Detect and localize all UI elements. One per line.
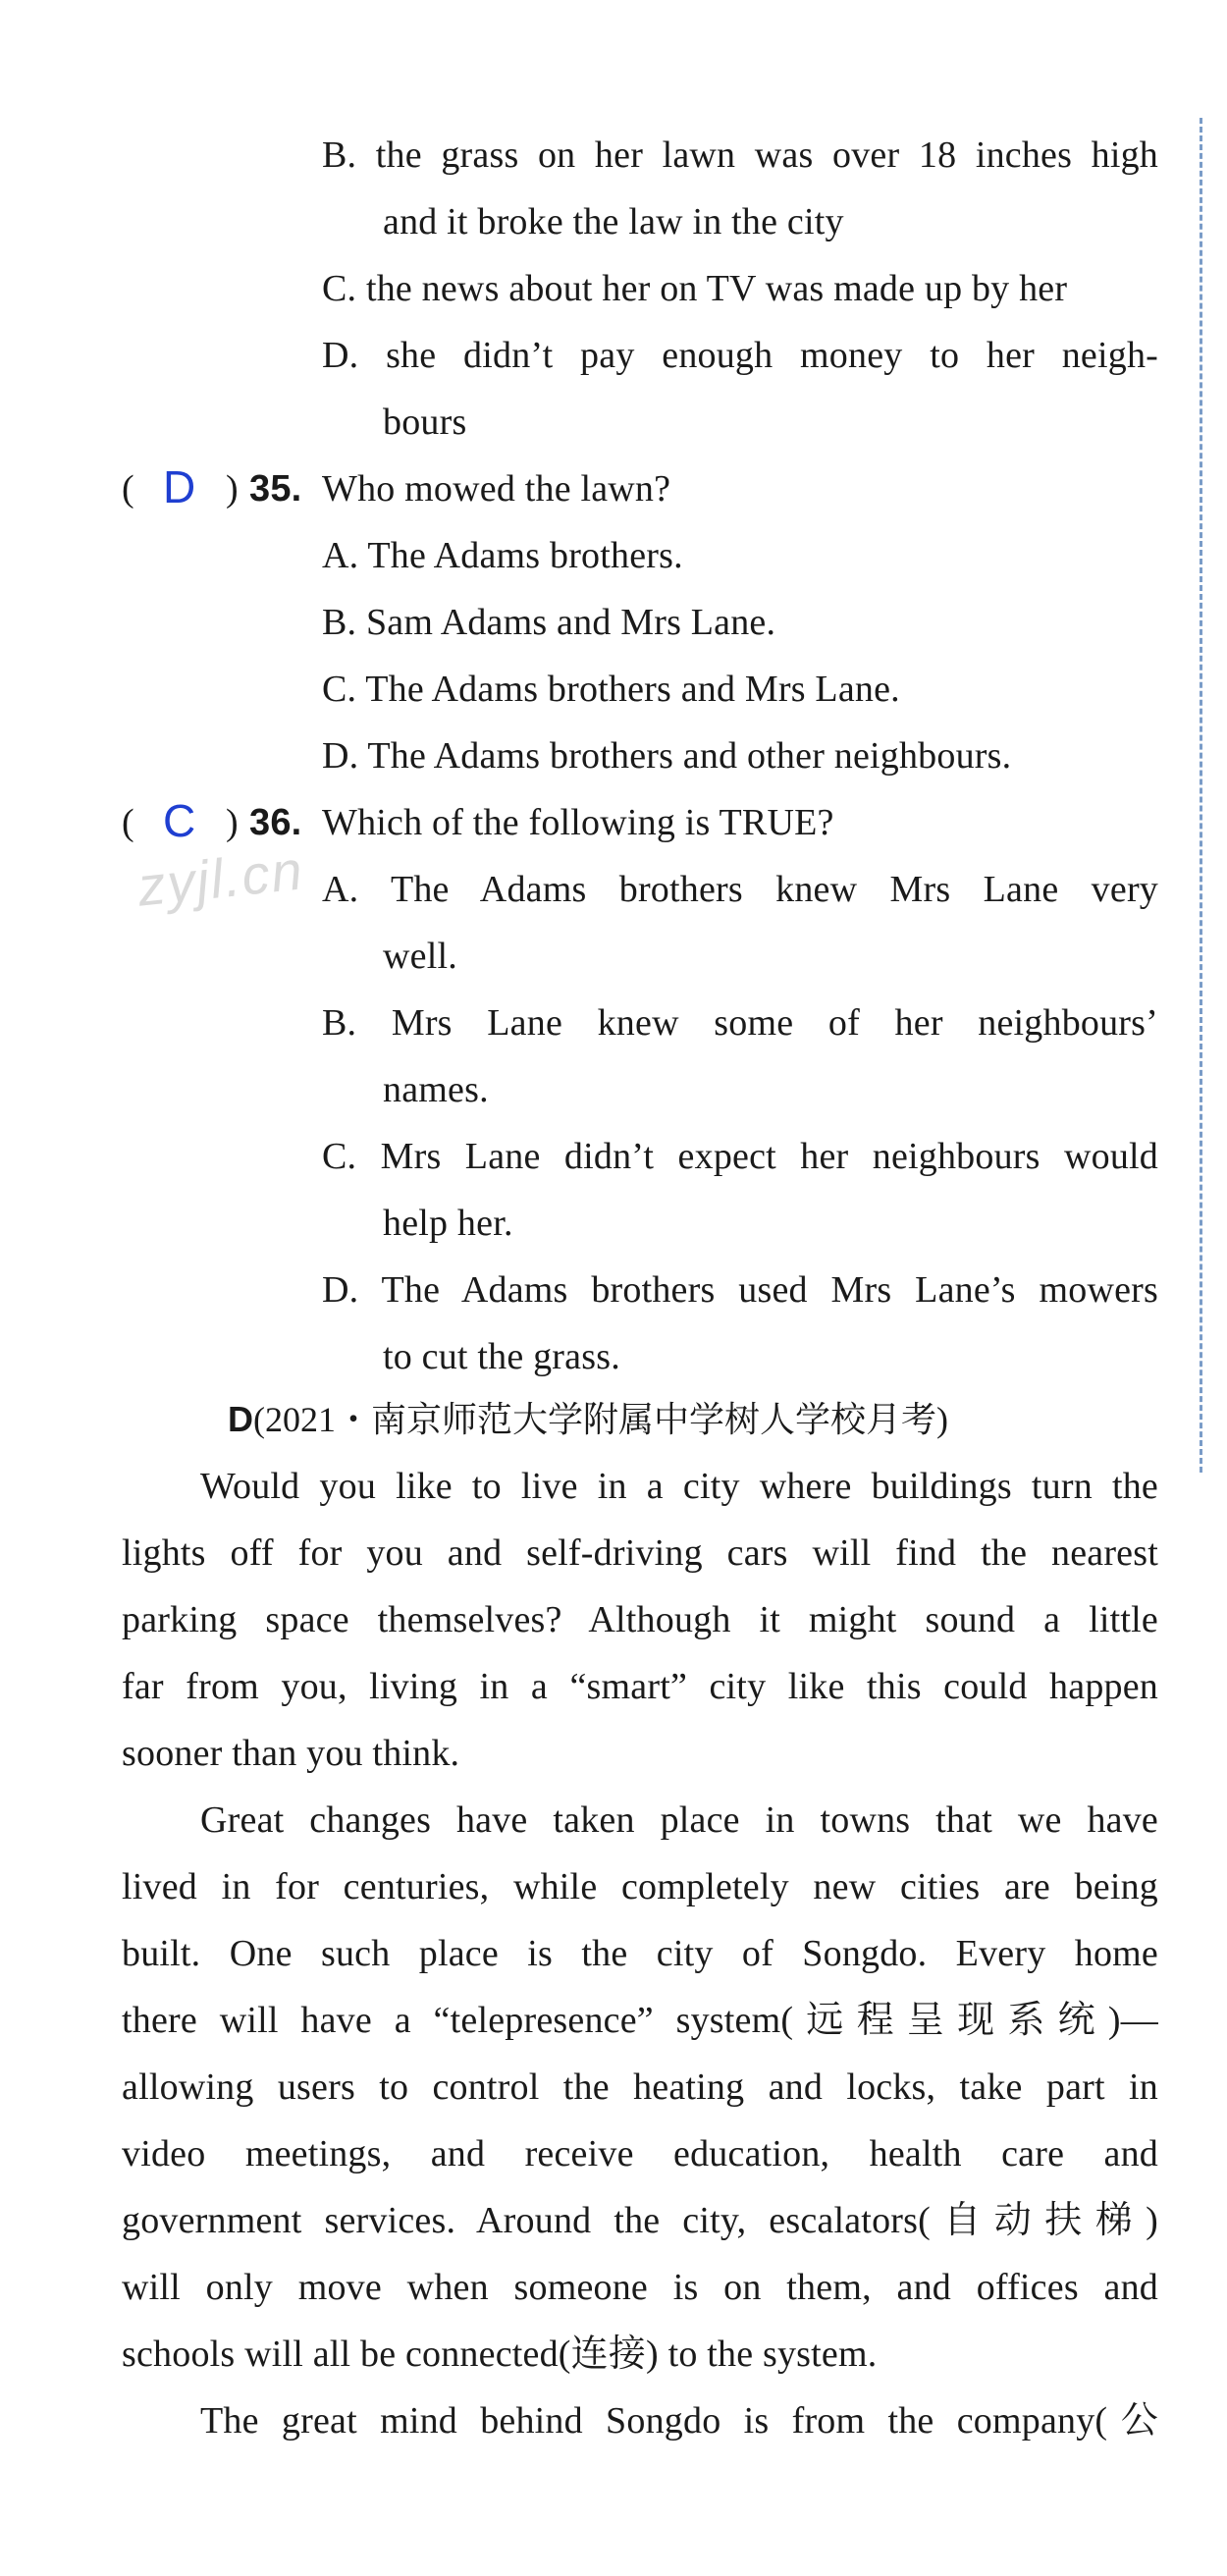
q36-question: Which of the following is TRUE?: [322, 802, 834, 843]
passage-line: will only move when someone is on them, and offices and: [122, 2267, 1158, 2308]
q36-option-a-line2: well.: [383, 936, 457, 977]
site-watermark: zyjl.cn: [134, 838, 307, 918]
q35-option-c: C. The Adams brothers and Mrs Lane.: [322, 669, 900, 710]
q36-option-d-line2: to cut the grass.: [383, 1336, 620, 1377]
passage-line: lights off for you and self-driving cars will find the nearest: [122, 1532, 1158, 1574]
passage-line: Would you like to live in a city where buildings turn the: [200, 1466, 1158, 1507]
q36-answer: C: [163, 795, 196, 846]
passage-line: sooner than you think.: [122, 1733, 460, 1774]
q36-option-b-line2: names.: [383, 1069, 489, 1110]
passage-line: video meetings, and receive education, health care and: [122, 2133, 1158, 2174]
section-d-heading: [228, 1396, 948, 1443]
q36-number: 36.: [249, 802, 302, 843]
passage-line: lived in for centuries, while completely new cities are being: [122, 1866, 1158, 1907]
q35-paren-close: ): [226, 468, 239, 510]
passage-line: The great mind behind Songdo is from the company(公: [200, 2400, 1158, 2442]
q35-number: 35.: [249, 468, 302, 510]
q35-answer: D: [163, 461, 196, 512]
passage-line: government services. Around the city, escalators(自动扶梯): [122, 2200, 1158, 2241]
q34-option-d-line2: bours: [383, 402, 467, 443]
section-source: (2021・南京师范大学附属中学树人学校月考): [253, 1400, 948, 1439]
q36-option-d-line1: D. The Adams brothers used Mrs Lane’s mowers: [322, 1269, 1158, 1311]
q35-question: Who mowed the lawn?: [322, 468, 671, 510]
q35-option-a: A. The Adams brothers.: [322, 535, 683, 576]
q34-option-b-line2: and it broke the law in the city: [383, 201, 844, 242]
q34-option-c: C. the news about her on TV was made up by her: [322, 268, 1068, 309]
q35-option-b: B. Sam Adams and Mrs Lane.: [322, 602, 776, 643]
q34-option-d-line1: D. she didn’t pay enough money to her neigh-: [322, 335, 1158, 376]
margin-dashed-rule: [1200, 118, 1202, 1473]
passage-line: far from you, living in a “smart” city like this could happen: [122, 1666, 1158, 1707]
q35-option-d: D. The Adams brothers and other neighbours.: [322, 735, 1012, 777]
q36-paren-close: ): [226, 802, 239, 843]
q36-option-a-line1: A. The Adams brothers knew Mrs Lane very: [322, 869, 1158, 910]
passage-line: allowing users to control the heating and locks, take part in: [122, 2066, 1158, 2108]
passage-line: built. One such place is the city of Songdo. Every home: [122, 1933, 1158, 1974]
q35-paren-open: (: [122, 468, 134, 510]
passage-line: Great changes have taken place in towns that we have: [200, 1799, 1158, 1841]
q36-option-c-line2: help her.: [383, 1203, 513, 1244]
passage-line: parking space themselves? Although it might sound a little: [122, 1599, 1158, 1640]
passage-line: there will have a “telepresence” system(远程呈现系统)—: [122, 2000, 1158, 2041]
q36-option-c-line1: C. Mrs Lane didn’t expect her neighbours would: [322, 1136, 1158, 1177]
q36-option-b-line1: B. Mrs Lane knew some of her neighbours’: [322, 1002, 1158, 1044]
passage-line: schools will all be connected(连接) to the system.: [122, 2334, 878, 2375]
section-letter: D: [228, 1399, 253, 1439]
q36-paren-open: (: [122, 802, 134, 843]
q34-option-b-line1: B. the grass on her lawn was over 18 inches high: [322, 134, 1158, 176]
